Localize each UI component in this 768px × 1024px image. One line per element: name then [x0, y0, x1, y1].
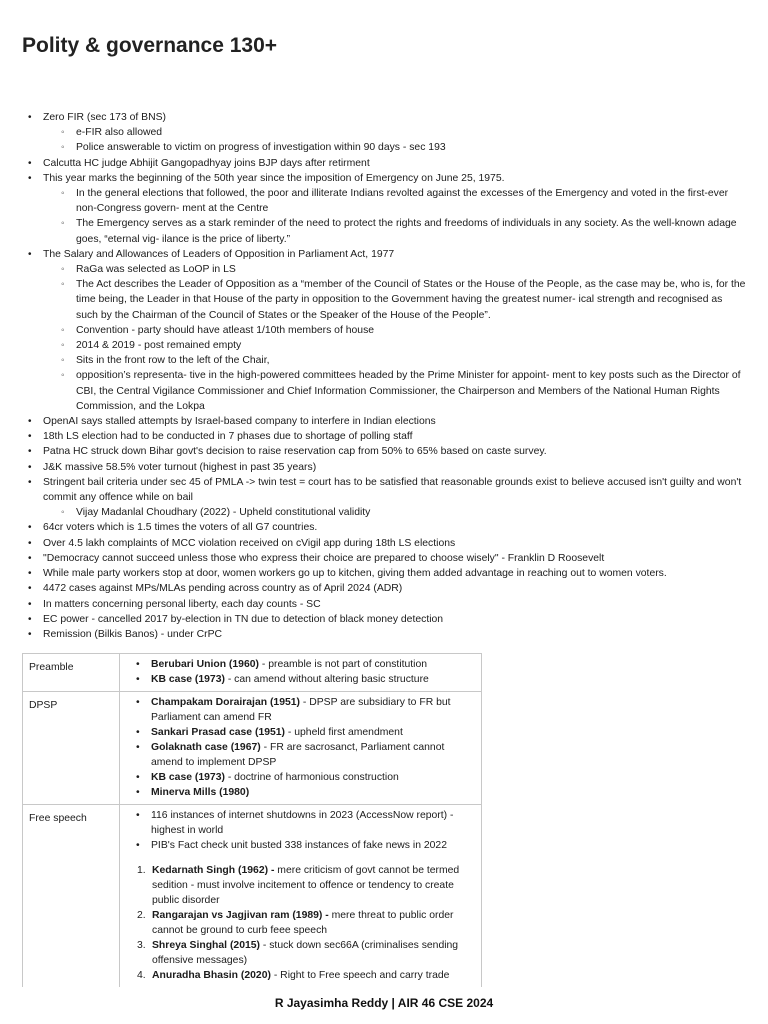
notes-list	[26, 110, 746, 642]
case-item	[134, 863, 473, 908]
sub-note-list	[43, 505, 746, 520]
content-cell	[120, 654, 482, 692]
note-text: J&K massive 58.5% voter turnout (highest in past 35 years)	[43, 461, 317, 473]
table-row-free-speech	[23, 805, 482, 988]
sub-note-item: ◦ RaGa was selected as LoOP in LS	[43, 262, 746, 277]
note-text: EC power - cancelled 2017 by-election in TN due to detection of black money detection	[43, 613, 444, 625]
topic-cell: Preamble	[23, 654, 120, 692]
note-text: This year marks the beginning of the 50th year since the imposition of Emergency on June 25, 1975.	[43, 172, 505, 184]
case-item	[134, 785, 473, 800]
case-law-table	[22, 653, 482, 987]
case-desc: - can amend without altering basic structure	[224, 674, 429, 685]
case-desc: mere criticism of govt cannot be termed sedition - must involve incitement to offence or tendency to create public disorder	[152, 865, 460, 906]
case-desc: - Right to Free speech and carry trade	[270, 970, 450, 981]
table-row-dpsp	[23, 692, 482, 805]
sub-note-list	[43, 262, 746, 414]
numbered-case-list	[134, 863, 473, 983]
case-name: Minerva Mills (1980)	[151, 787, 250, 798]
case-desc: mere threat to public order cannot be ground to curb feee speech	[152, 910, 454, 936]
note-text: The Salary and Allowances of Leaders of Opposition in Parliament Act, 1977	[43, 248, 395, 260]
case-name: Sankari Prasad case (1951)	[151, 727, 286, 738]
case-item	[134, 725, 473, 740]
case-number: 4.	[137, 970, 146, 981]
case-number: 1.	[137, 865, 146, 876]
case-desc: - DPSP are subsidiary to FR but Parliament can amend FR	[151, 697, 451, 723]
note-text: OpenAI says stalled attempts by Israel-based company to interfere in Indian elections	[43, 416, 436, 428]
note-item	[26, 475, 746, 521]
case-desc: - stuck down sec66A (criminalises sending offensive messages)	[152, 940, 459, 966]
topic-cell: Free speech	[23, 805, 120, 988]
case-name: Shreya Singhal (2015)	[152, 940, 260, 951]
content-cell	[120, 692, 482, 805]
fact-item: • PIB's Fact check unit busted 338 instances of fake news in 2022	[134, 838, 473, 853]
page-title: Polity & governance 130+	[22, 34, 278, 57]
case-list	[134, 657, 473, 687]
note-text: 18th LS election had to be conducted in 7 phases due to shortage of polling staff	[43, 431, 413, 443]
note-item	[26, 429, 746, 444]
sub-note-list	[43, 186, 746, 247]
note-text: Calcutta HC judge Abhijit Gangopadhyay joins BJP days after retirment	[43, 157, 370, 169]
note-text: 4472 cases against MPs/MLAs pending across country as of April 2024 (ADR)	[43, 583, 403, 595]
note-item	[26, 581, 746, 596]
note-text: Stringent bail criteria under sec 45 of PMLA -> twin test = court has to be satisfied that reasonable grounds exist to believe accused isn't guilty and won't commit any offence while on bail	[43, 476, 742, 504]
note-text: 64cr voters which is 1.5 times the voters of all G7 countries.	[43, 522, 318, 534]
note-item	[26, 566, 746, 581]
note-text: While male party workers stop at door, women workers go up to kitchen, giving them added advantage in reaching out to women voters.	[43, 568, 667, 580]
case-name: Golaknath case (1967)	[151, 742, 261, 753]
case-list	[134, 695, 473, 800]
case-name: KB case (1973)	[151, 772, 225, 783]
case-name: Rangarajan vs Jagjivan ram (1989) -	[152, 910, 329, 921]
case-item	[134, 740, 473, 770]
note-item	[26, 612, 746, 627]
case-item	[134, 695, 473, 725]
case-item	[134, 938, 473, 968]
case-desc: - preamble is not part of constitution	[258, 659, 428, 670]
note-item	[26, 536, 746, 551]
case-name: Anuradha Bhasin (2020)	[152, 970, 271, 981]
case-desc: - FR are sacrosanct, Parliament cannot amend to implement DPSP	[151, 742, 445, 768]
case-item	[134, 770, 473, 785]
note-text: In matters concerning personal liberty, each day counts - SC	[43, 598, 321, 610]
case-name: KB case (1973)	[151, 674, 225, 685]
sub-note-item: ◦ The Emergency serves as a stark reminder of the need to protect the rights and freedoms of individuals in any society. As the well-known adage goes, “eternal vig- ilance is the price of liberty.”	[43, 216, 746, 246]
note-item	[26, 444, 746, 459]
note-item	[26, 414, 746, 429]
note-item	[26, 627, 746, 642]
notes-bullets	[26, 110, 746, 642]
note-item	[26, 247, 746, 414]
case-desc: - upheld first amendment	[285, 727, 403, 738]
note-item	[26, 156, 746, 171]
case-desc: - doctrine of harmonious construction	[224, 772, 399, 783]
case-item	[134, 657, 473, 672]
case-item	[134, 672, 473, 687]
case-name: Berubari Union (1960)	[151, 659, 259, 670]
sub-note-item: ◦ e-FIR also allowed	[43, 125, 746, 140]
note-item	[26, 110, 746, 156]
note-item	[26, 597, 746, 612]
case-item	[134, 908, 473, 938]
page-footer: R Jayasimha Reddy | AIR 46 CSE 2024	[274, 996, 494, 1010]
note-item	[26, 171, 746, 247]
sub-note-item: ◦ The Act describes the Leader of Opposition as a “member of the Council of States or the House of the People, as the case may be, who is, for the time being, the Leader in that House of the party in opposition to the Government having the greatest numer- ical strength and recognised as such by the Chairman of the Council of States or the Speaker of the House of the People”.	[43, 277, 746, 323]
content-cell	[120, 805, 482, 988]
sub-note-list	[43, 125, 746, 155]
case-number: 3.	[137, 940, 146, 951]
topic-cell: DPSP	[23, 692, 120, 805]
sub-note-item: ◦ opposition’s representa- tive in the high-powered committees headed by the Prime Minister for appoint- ment to key posts such as the Director of CBI, the Central Vigilance Commissioner and Chief Information Commissioner, the Chairperson and Members of the National Human Rights Commission, and the Lokpa	[43, 368, 746, 414]
case-number: 2.	[137, 910, 146, 921]
sub-note-item: ◦ Sits in the front row to the left of the Chair,	[43, 353, 746, 368]
note-text: Zero FIR (sec 173 of BNS)	[43, 112, 166, 123]
case-item	[134, 968, 473, 983]
note-text: "Democracy cannot succeed unless those who express their choice are prepared to choose wisely" - Franklin D Roosevelt	[43, 552, 605, 564]
sub-note-item: ◦ Police answerable to victim on progress of investigation within 90 days - sec 193	[43, 140, 746, 155]
case-name: Champakam Dorairajan (1951)	[151, 697, 300, 708]
sub-note-item: ◦ In the general elections that followed, the poor and illiterate Indians revolted against the excesses of the Emergency and voted in the first-ever non-Congress govern- ment at the Centre	[43, 186, 746, 216]
note-item	[26, 520, 746, 535]
sub-note-item: ◦ Vijay Madanlal Choudhary (2022) - Upheld constitutional validity	[43, 505, 746, 520]
table-row-preamble	[23, 654, 482, 692]
fact-item: • 116 instances of internet shutdowns in 2023 (AccessNow report) - highest in world	[134, 808, 473, 838]
fact-list	[134, 808, 473, 853]
note-text: Over 4.5 lakh complaints of MCC violation received on cVigil app during 18th LS elections	[43, 537, 456, 549]
note-text: Patna HC struck down Bihar govt's decision to raise reservation cap from 50% to 65% based on caste survey.	[43, 446, 547, 458]
sub-note-item: ◦ 2014 & 2019 - post remained empty	[43, 338, 746, 353]
note-item	[26, 551, 746, 566]
note-item	[26, 460, 746, 475]
sub-note-item: ◦ Convention - party should have atleast 1/10th members of house	[43, 323, 746, 338]
note-text: Remission (Bilkis Banos) - under CrPC	[43, 628, 222, 640]
case-name: Kedarnath Singh (1962) -	[152, 865, 275, 876]
